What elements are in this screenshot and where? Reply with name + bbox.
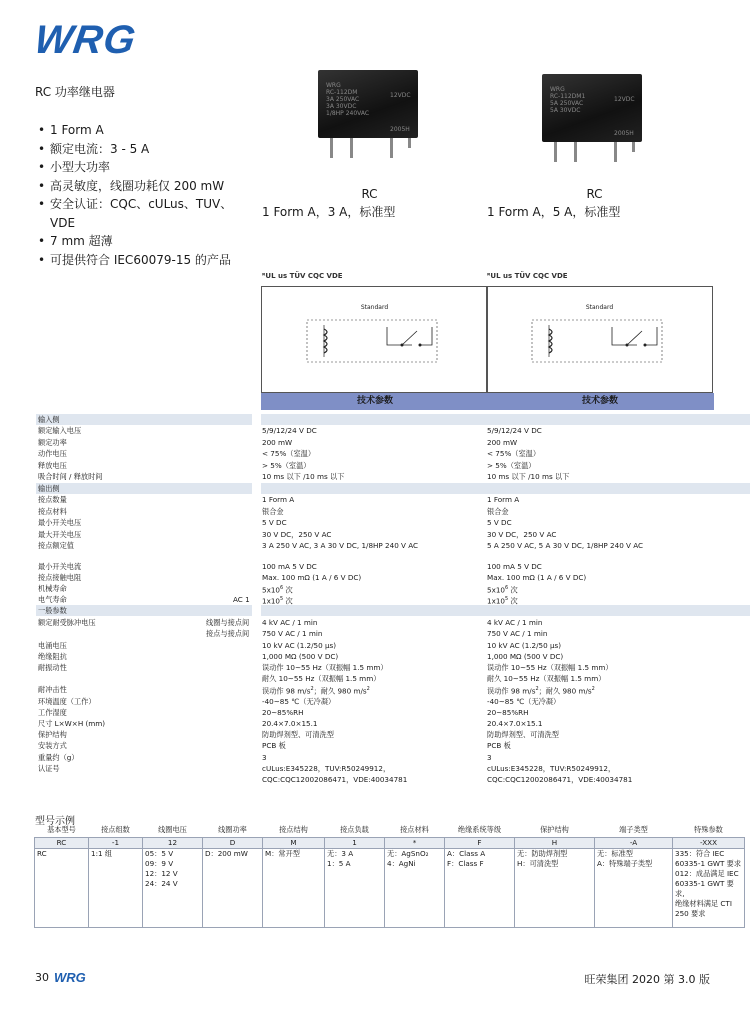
wiring-diagram [486, 286, 713, 393]
spec-value: 30 V DC，250 V AC [487, 530, 557, 539]
model-code-table [34, 825, 745, 928]
model-option: 60335-1 GWT 要求 [675, 859, 742, 868]
spec-label: 接点材料 [38, 507, 67, 516]
spec-value: 误动作 98 $m/s^2$；耐久 980 $m/s^2$ [262, 686, 370, 696]
model-options [595, 849, 673, 928]
spec-value: Max. 100 mΩ (1 A / 6 V DC) [487, 573, 587, 582]
model-header: 线圈功率 [218, 825, 247, 834]
spec-value: 10 ms 以下 /10 ms 以下 [262, 472, 345, 481]
model-option: D：200 mW [205, 849, 248, 858]
spec-sublabel: AC 1 [233, 595, 250, 604]
spec-value: 1,000 MΩ (500 V DC) [487, 652, 564, 661]
footer-edition: 旺荣集团 2020 第 3.0 版 [584, 973, 710, 986]
relay-image-3a [318, 70, 418, 160]
spec-value: CQC:CQC12002086471，VDE:40034781 [262, 775, 408, 784]
spec-value: 10 kV AC (1.2/50 µs) [262, 641, 337, 650]
spec-label: 最小开关电压 [38, 518, 82, 527]
spec-value: cULus:E345228，TUV:R50249912， [262, 764, 391, 773]
spec-value: PCB 板 [262, 741, 286, 750]
spec-value: $1x10^5$ 次 [262, 596, 293, 606]
cert-logos: ᴿUL us TÜV CQC VDE [262, 272, 343, 280]
relay-schematic-icon [487, 287, 712, 392]
model-header: 接点负载 [340, 825, 369, 834]
relay-print: 2005H [390, 126, 410, 133]
model-options [673, 849, 745, 928]
model-option: 12：12 V [145, 869, 178, 878]
model-code: -XXX [673, 838, 745, 849]
spec-label: 保护结构 [38, 730, 67, 739]
model-option: 绝缘材料满足 CTI [675, 899, 732, 908]
model-code: * [385, 838, 445, 849]
feature-item: • 可提供符合 IEC60079-15 的产品 [38, 251, 253, 270]
spec-value: $5x10^6$ 次 [262, 585, 293, 595]
spec-value: cULus:E345228，TUV:R50249912， [487, 764, 616, 773]
relay-print: 2005H [614, 130, 634, 137]
section-input: 输入侧 [38, 415, 60, 424]
spec-value: 耐久 10~55 Hz（双振幅 1.5 mm） [262, 674, 381, 683]
spec-value: 误动作 10~55 Hz（双振幅 1.5 mm） [487, 663, 613, 672]
spec-value: 3 [487, 753, 492, 762]
variant-desc: 1 Form A，3 A，标准型 [262, 205, 396, 219]
spec-label: 安装方式 [38, 741, 67, 750]
relay-image-5a [542, 74, 642, 164]
variant-name: RC [361, 187, 378, 201]
spec-value: 1 Form A [487, 495, 520, 504]
relay-print: 5A 250VAC [550, 100, 584, 107]
model-option: F：Class F [447, 859, 484, 868]
spec-value: 20~85%RH [487, 708, 529, 717]
spec-value: 10 kV AC (1.2/50 µs) [487, 641, 562, 650]
tech-params-header: 技术参数 [261, 393, 489, 410]
model-option: 无：3 A [327, 849, 354, 858]
spec-value: 误动作 10~55 Hz（双振幅 1.5 mm） [262, 663, 388, 672]
model-option: 1:1 组 [91, 849, 113, 858]
spec-label: 接点额定值 [38, 541, 74, 550]
model-option: 无：标准型 [597, 849, 633, 858]
relay-print: WRG [550, 86, 565, 93]
relay-print: RC-112DM1 [550, 93, 586, 100]
relay-print: WRG [326, 82, 341, 89]
spec-label: 额定输入电压 [38, 426, 82, 435]
spec-value: < 75%（室温） [262, 449, 316, 458]
feature-item: • 小型大功率 [38, 158, 253, 177]
spec-value: 银合金 [487, 507, 509, 516]
spec-label: 绝缘阻抗 [38, 652, 67, 661]
spec-label: 额定功率 [38, 438, 67, 447]
variant-desc: 1 Form A，5 A，标准型 [487, 205, 621, 219]
model-options [385, 849, 445, 928]
model-header: 接点结构 [279, 825, 308, 834]
spec-value: PCB 板 [487, 741, 511, 750]
spec-label: 耐冲击性 [38, 685, 67, 694]
spec-value: 750 V AC / 1 min [487, 629, 548, 638]
spec-value: -40~85 ℃（无冷凝） [262, 697, 336, 706]
model-options [325, 849, 385, 928]
spec-value: 防助焊剂型、可清洗型 [487, 730, 559, 739]
spec-label: 工作湿度 [38, 708, 67, 717]
model-option: M：常开型 [265, 849, 300, 858]
spec-value: 200 mW [262, 438, 293, 447]
model-option: 012：成品满足 IEC [675, 869, 739, 878]
spec-label: 最小开关电流 [38, 562, 82, 571]
spec-label: 认证号 [38, 764, 60, 773]
spec-value: 耐久 10~55 Hz（双振幅 1.5 mm） [487, 674, 606, 683]
model-options [263, 849, 325, 928]
model-header: 端子类型 [619, 825, 648, 834]
spec-value: 30 V DC，250 V AC [262, 530, 332, 539]
spec-value: 5/9/12/24 V DC [262, 426, 317, 435]
spec-value: 3 [262, 753, 267, 762]
spec-value: 5 V DC [487, 518, 512, 527]
spec-value: 3 A 250 V AC, 3 A 30 V DC, 1/8HP 240 V AC [262, 541, 419, 550]
spec-value: $5x10^6$ 次 [487, 585, 518, 595]
model-header: 绝缘系统等级 [457, 825, 502, 834]
spec-label: 最大开关电压 [38, 530, 82, 539]
model-option: 无：AgSnO₂ [387, 849, 429, 858]
model-code: 12 [143, 838, 203, 849]
model-option: H：可清洗型 [517, 859, 559, 868]
relay-print: 3A 30VDC [326, 103, 357, 110]
spec-value: 4 kV AC / 1 min [487, 618, 543, 627]
model-option: 4：AgNi [387, 859, 416, 868]
model-options [445, 849, 515, 928]
tech-params-header: 技术参数 [486, 393, 714, 410]
model-code: F [445, 838, 515, 849]
relay-print: 5A 30VDC [550, 107, 581, 114]
spec-value: $1x10^5$ 次 [487, 596, 518, 606]
brand-logo: WRG [31, 18, 139, 62]
spec-label: 重量约（g） [38, 753, 79, 762]
model-code: -1 [89, 838, 143, 849]
section-general: 一般参数 [38, 606, 67, 615]
model-header: 特殊参数 [694, 825, 723, 834]
diagram-label: Standard [360, 304, 389, 311]
model-option: 05：5 V [145, 849, 174, 858]
diagram-label: Standard [585, 304, 614, 311]
spec-value: 750 V AC / 1 min [262, 629, 323, 638]
model-code: D [203, 838, 263, 849]
spec-sublabel: 线圈与接点间 [206, 618, 250, 627]
feature-item: • 7 mm 超薄 [38, 232, 253, 251]
spec-value: 4 kV AC / 1 min [262, 618, 318, 627]
model-option: 24：24 V [145, 879, 178, 888]
model-options [143, 849, 203, 928]
section-output: 输出侧 [38, 484, 60, 493]
product-subtitle: RC 功率继电器 [35, 85, 115, 99]
model-option: 1：5 A [327, 859, 351, 868]
model-options [35, 849, 89, 928]
spec-label: 尺寸 L×W×H (mm) [38, 719, 106, 728]
spec-value: 5 A 250 V AC, 5 A 30 V DC, 1/8HP 240 V AC [487, 541, 644, 550]
feature-item: • 安全认证：CQC、cULus、TUV、VDE [38, 195, 253, 232]
spec-value: > 5%（室温） [262, 461, 311, 470]
spec-label: 吸合时间 / 释放时间 [38, 472, 103, 481]
spec-label: 耐振动性 [38, 663, 67, 672]
spec-label: 接点数量 [38, 495, 67, 504]
spec-value: 100 mA 5 V DC [262, 562, 317, 571]
variant-name: RC [586, 187, 603, 201]
model-example-title: 型号示例 [35, 816, 75, 827]
relay-schematic-icon [262, 287, 487, 392]
spec-label: 机械寿命 [38, 584, 67, 593]
model-options [515, 849, 595, 928]
spec-value: 200 mW [487, 438, 518, 447]
spec-value: 1 Form A [262, 495, 295, 504]
model-option: 09：9 V [145, 859, 174, 868]
model-options [203, 849, 263, 928]
model-option: A：特殊端子类型 [597, 859, 653, 868]
spec-label: 电气寿命 [38, 595, 67, 604]
model-header: 线圈电压 [158, 825, 187, 834]
spec-value: < 75%（室温） [487, 449, 541, 458]
spec-label: 动作电压 [38, 449, 67, 458]
spec-value: -40~85 ℃（无冷凝） [487, 697, 561, 706]
model-code: M [263, 838, 325, 849]
model-header: 接点组数 [101, 825, 130, 834]
spec-value: 20.4×7.0×15.1 [262, 719, 318, 728]
spec-value: 20~85%RH [262, 708, 304, 717]
relay-print: RC-112DM [326, 89, 358, 96]
model-option: RC [37, 849, 47, 858]
spec-label: 额定耐受脉冲电压 [38, 618, 96, 627]
wiring-diagram [261, 286, 488, 393]
model-code: RC [35, 838, 89, 849]
spec-label: 环境温度（工作） [38, 697, 96, 706]
spec-label: 释放电压 [38, 461, 67, 470]
feature-item: • 1 Form A [38, 121, 253, 140]
spec-value: 5 V DC [262, 518, 287, 527]
spec-value: 1,000 MΩ (500 V DC) [262, 652, 339, 661]
model-header: 保护结构 [540, 825, 569, 834]
feature-list [38, 121, 253, 269]
model-option: 335：符合 IEC [675, 849, 725, 858]
relay-print: 12VDC [390, 92, 411, 99]
model-code: H [515, 838, 595, 849]
spec-value: Max. 100 mΩ (1 A / 6 V DC) [262, 573, 362, 582]
feature-item: • 高灵敏度，线圈功耗仅 200 mW [38, 177, 253, 196]
cert-logos: ᴿUL us TÜV CQC VDE [487, 272, 568, 280]
model-code: -A [595, 838, 673, 849]
model-header: 基本型号 [47, 825, 76, 834]
model-option: A：Class A [447, 849, 486, 858]
footer-logo: WRG [54, 970, 86, 985]
model-option: 250 要求 [675, 909, 706, 918]
spec-value: 20.4×7.0×15.1 [487, 719, 543, 728]
spec-value: 10 ms 以下 /10 ms 以下 [487, 472, 570, 481]
spec-value: 5/9/12/24 V DC [487, 426, 542, 435]
relay-print: 1/8HP 240VAC [326, 110, 370, 117]
feature-item: • 额定电流：3 - 5 A [38, 140, 253, 159]
spec-sublabel: 接点与接点间 [206, 629, 250, 638]
model-options [89, 849, 143, 928]
relay-print: 12VDC [614, 96, 635, 103]
spec-value: > 5%（室温） [487, 461, 536, 470]
spec-label: 电涌电压 [38, 641, 67, 650]
model-header: 接点材料 [400, 825, 429, 834]
spec-label: 接点接触电阻 [38, 573, 82, 582]
model-option: 60335-1 GWT 要求, [675, 879, 734, 898]
spec-value: 银合金 [262, 507, 284, 516]
spec-value: CQC:CQC12002086471，VDE:40034781 [487, 775, 633, 784]
relay-print: 3A 250VAC [326, 96, 360, 103]
model-option: 无：防助焊剂型 [517, 849, 568, 858]
model-code: 1 [325, 838, 385, 849]
spec-value: 误动作 98 $m/s^2$；耐久 980 $m/s^2$ [487, 686, 595, 696]
spec-value: 防助焊剂型、可清洗型 [262, 730, 334, 739]
page-number: 30 [35, 971, 49, 984]
spec-value: 100 mA 5 V DC [487, 562, 542, 571]
